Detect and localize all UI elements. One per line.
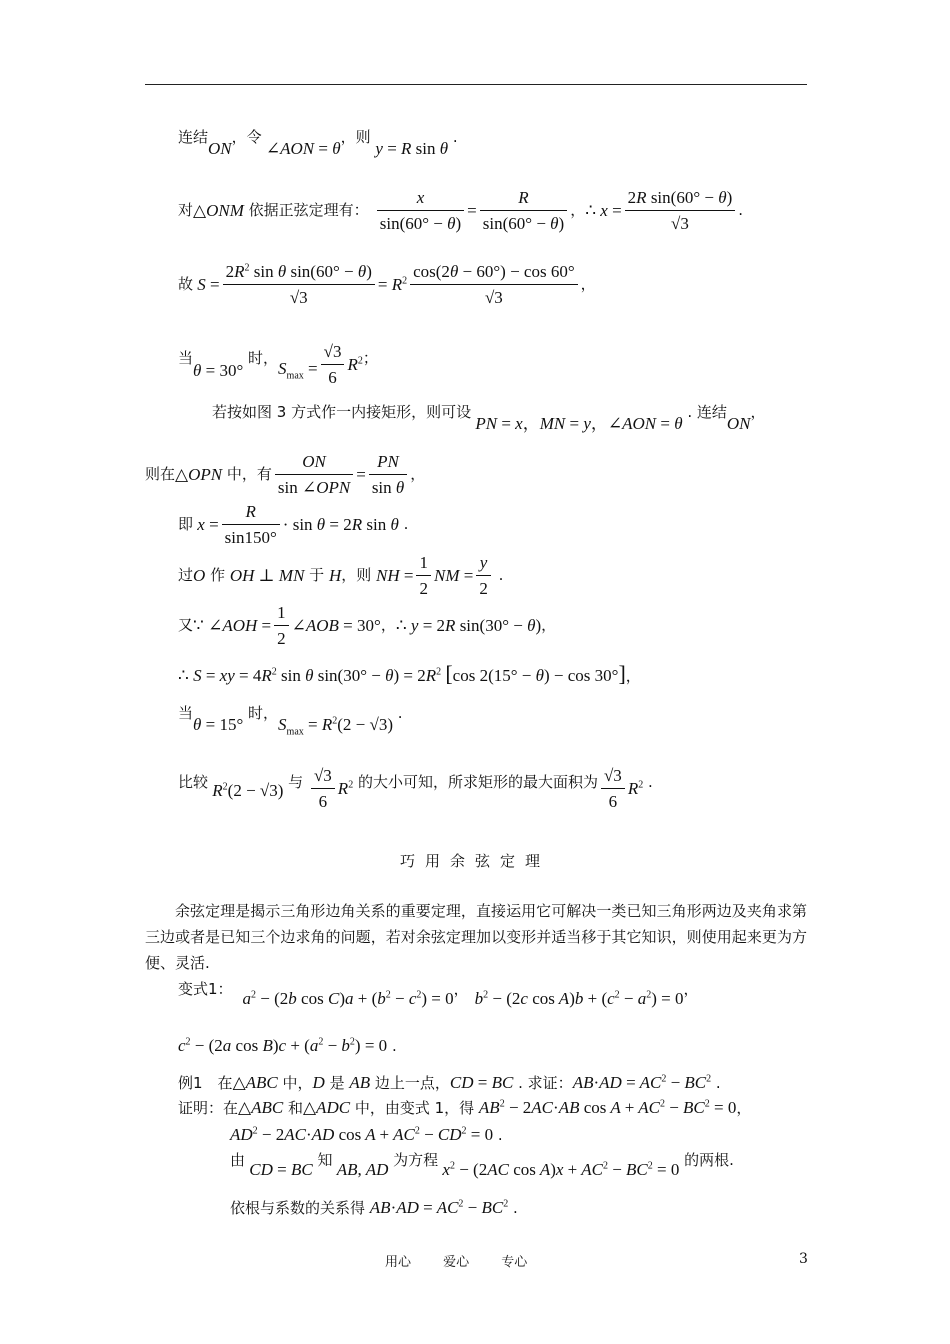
example-statement: 例1 在△ABC 中，D 是 AB 边上一点，CD = BC . 求证：$AB\cdot AD = AC^2 - BC^2$ . [178, 1073, 721, 1092]
header-rule [145, 84, 807, 85]
page-footer: 用心 爱心 专心 [385, 1255, 528, 1270]
line-8: 过O 作 OH ⊥ MN 于 H，则 NH = $\frac{1}{2}$ NM = $\frac{y}{2}$ . [178, 553, 504, 598]
line-3: 故 S = $\frac{2R^2 \sin \theta \sin(60^\circ - \theta)}{√3}$ = $R^2$ $\frac{\cos(2\theta - 60^\circ) - \cos 60^\circ}{√3}$ ， [178, 262, 596, 307]
proof-line-1: 证明：在△ABC 和△ADC 中，由变式 1，得 $AB^2 - 2AC\cdot AB$ $\cos A + AC^2 - BC^2 = 0$， [178, 1098, 752, 1117]
variant-line-2: $c^2 - (2a$ $\cos B)c + (a^2 - b^2) = 0$ . [178, 1036, 397, 1055]
variant-line-1: 变式1： $a^2 - (2b$ $\cos C)a + (b^2 - c^2) = 0$， $b^2 - (2c$ $\cos A)b + (c^2 - a^2) = 0$， [178, 980, 699, 1008]
proof-line-3: 由 CD = BC 知 AB, AD 为方程 $x^2 - (2AC$ $\cos A)x + AC^2 - BC^2 = 0$ 的两根. [230, 1151, 734, 1179]
line-6: 则在△OPN 中，有 $\frac{ON}{\text{sin ∠OPN}}$ = $\frac{PN}{\text{sin θ}}$ ， [145, 452, 426, 497]
line-1: 连结ON，令 ∠AON = θ，则 y = R sin θ . [178, 128, 458, 158]
page-number: 3 [799, 1251, 808, 1267]
line-7: 即 x = $\frac{R}{\sin 150^\circ}$ · sin θ = 2R sin θ . [178, 502, 409, 547]
proof-line-4: 依根与系数的关系得 $AB\cdot AD = AC^2 - BC^2$ . [230, 1198, 518, 1217]
line-2: 对△ONM 依据正弦定理有： $\frac{x}{\sin(60^\circ - \theta)}$ = $\frac{R}{\sin(60^\circ - \theta)}$ ，∴ x = $\frac{\text{2R sin(60° − θ)}}{√3}$ . [178, 188, 744, 233]
line-10: ∴ S = xy = $4R^2$ sin θ $\sin(30^\circ - \theta) = 2R^2$ [cos 2(15° − θ) − cos 30°]， [178, 661, 641, 686]
line-9: 又∵ ∠AOH = $\frac{1}{2}$ ∠AOB = 30°，∴ y = 2R sin(30° − θ)， [178, 603, 557, 648]
line-5: 若按如图 3 方式作一内接矩形，则可设 PN = x，MN = y，∠AON = θ . 连结ON， [212, 403, 766, 433]
intro-paragraph: 余弦定理是揭示三角形边角关系的重要定理，直接运用它可解决一类已知三角形两边及夹角求第三边或者是已知三个边求角的问题，若对余弦定理加以变形并适当移于其它知识，则使用起来更为方便、灵活. [145, 902, 807, 972]
line-12: 比较 $R^2(2 - √3)$ 与 $\frac{√3}{6}$ $R^2$ 的大小可知，所求矩形的最大面积为 $\frac{√3}{6}$ $R^2$ . [178, 766, 653, 811]
line-4: 当θ = 30° 时，$S_{max}$ = $\frac{√3}{6}$ $R^2$； [178, 342, 378, 387]
line-11: 当θ = 15° 时，$S_{max} = R^2(2 - √3)$ . [178, 704, 403, 738]
section-title: 巧用余弦定理 [399, 852, 550, 870]
proof-line-2: $AD^2 - 2AC\cdot AD$ $\cos A + AC^2 - CD^2 = 0$ . [230, 1125, 503, 1144]
